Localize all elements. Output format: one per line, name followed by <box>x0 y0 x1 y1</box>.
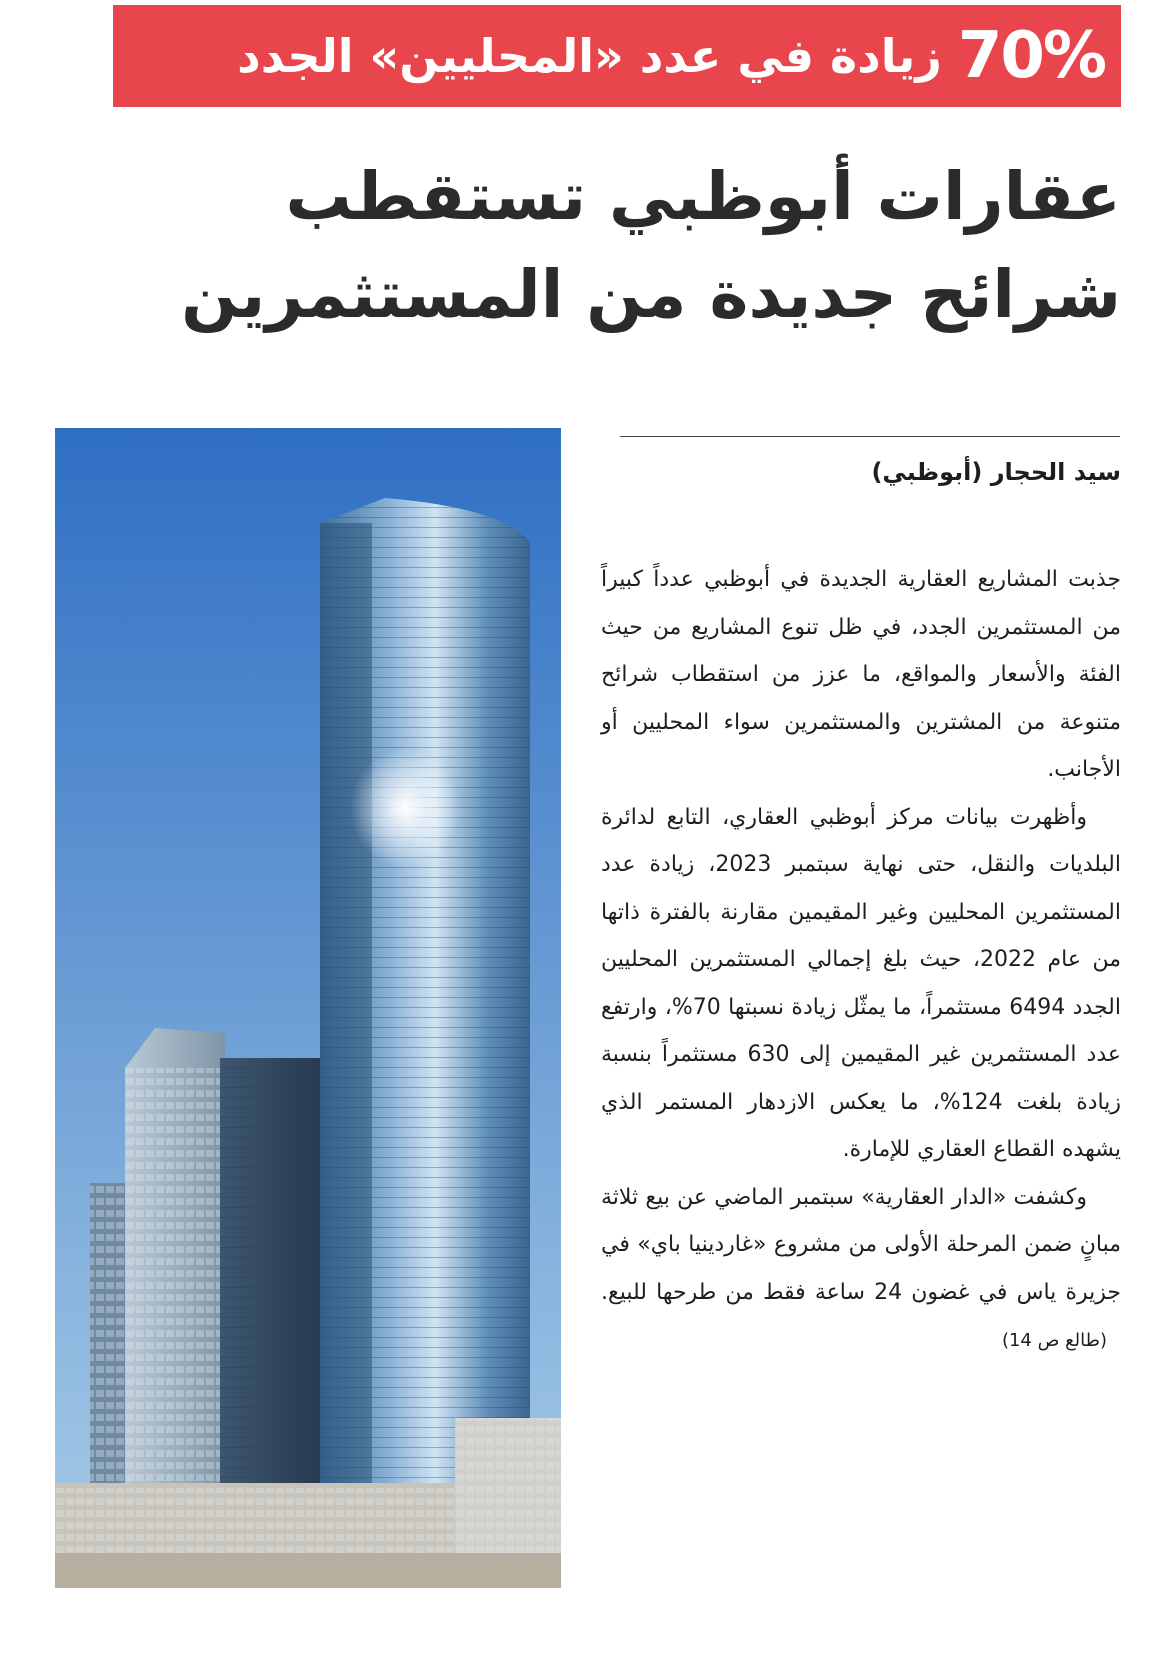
byline-divider <box>620 436 1120 437</box>
article-body <box>601 556 1121 1365</box>
headline-banner <box>113 5 1121 107</box>
article-paragraph-3 <box>601 1174 1121 1365</box>
banner-text: زيادة في عدد «المحليين» الجدد <box>237 29 942 83</box>
article-headline: عقارات أبوظبي تستقطب شرائح جديدة من المستثمرين <box>181 158 1121 333</box>
skyscrapers-photo <box>55 428 561 1588</box>
article-paragraph-3-text: وكشفت «الدار العقارية» سبتمبر الماضي عن بيع ثلاثة مبانٍ ضمن المرحلة الأولى من مشروع «غاردينيا باي» في جزيرة ياس في غضون 24 ساعة فقط من طرحها للبيع. <box>601 1184 1121 1305</box>
article-paragraph-1: جذبت المشاريع العقارية الجديدة في أبوظبي عدداً كبيراً من المستثمرين الجدد، في ظل تنوع المشاريع من حيث الفئة والأسعار والمواقع، ما عزز من استقطاب شرائح متنوعة من المشترين والمستثمرين سواء المحليين أو الأجانب. <box>601 567 1121 782</box>
banner-percent: 70% <box>957 19 1105 93</box>
continued-on-page-link[interactable]: (طالع ص 14) <box>1001 1330 1107 1351</box>
byline: سيد الحجار (أبوظبي) <box>871 458 1121 486</box>
article-paragraph-2: وأظهرت بيانات مركز أبوظبي العقاري، التابع لدائرة البلديات والنقل، حتى نهاية سبتمبر 2023، زيادة عدد المستثمرين المحليين وغير المقيمين مقارنة بالفترة ذاتها من عام 2022، حيث بلغ إجمالي المستثمرين المحليين الجدد 6494 مستثمراً، ما يمثّل زيادة نسبتها 70%، وارتفع عدد المستثمرين غير المقيمين إلى 630 مستثمراً بنسبة زيادة بلغت 124%، ما يعكس الازدهار المستمر الذي يشهده القطاع العقاري للإمارة. <box>601 804 1122 1162</box>
